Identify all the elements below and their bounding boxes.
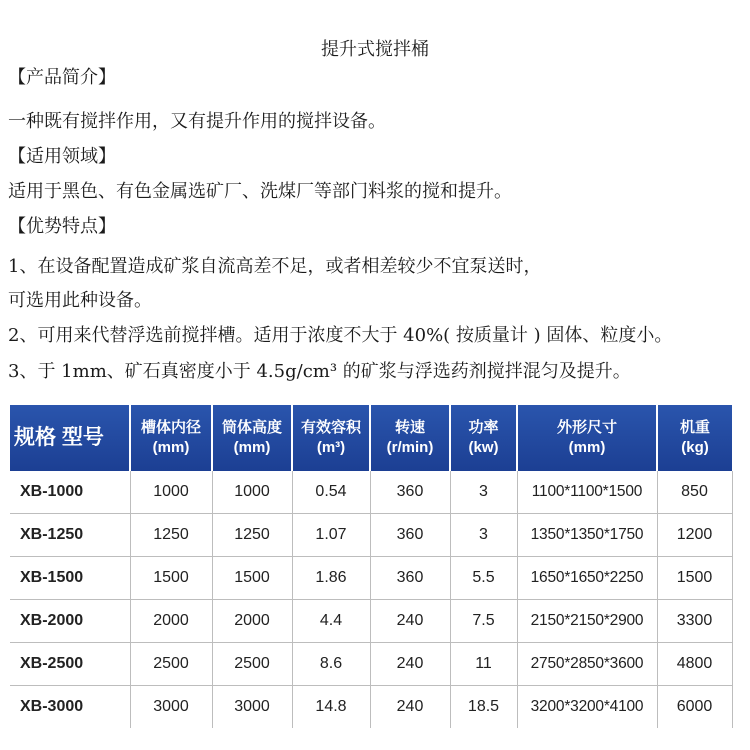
value-cell: 2500 xyxy=(130,643,212,686)
header-label: 槽体内径 xyxy=(140,419,201,436)
advantage-line-1b: 可选用此种设备。 xyxy=(8,290,152,311)
table-row xyxy=(10,600,732,643)
value-cell: 360 xyxy=(370,557,450,600)
header-col-2 xyxy=(212,405,292,471)
header-col-1 xyxy=(130,405,212,471)
advantage-line-3: 3、于 1mm、矿石真密度小于 4.5g/cm³ 的矿浆与浮选药剂搅拌混匀及提升。 xyxy=(8,361,631,382)
header-col-4 xyxy=(370,405,450,471)
value-cell: 1000 xyxy=(212,471,292,514)
value-cell: 1350*1350*1750 xyxy=(517,514,657,557)
advantage-line-1: 1、在设备配置造成矿浆自流高差不足，或者相差较少不宜泵送时， xyxy=(8,256,542,277)
header-col-7 xyxy=(657,405,732,471)
value-cell: 5.5 xyxy=(450,557,517,600)
intro-text: 一种既有搅拌作用，又有提升作用的搅拌设备。 xyxy=(8,111,386,132)
value-cell: 18.5 xyxy=(450,686,517,729)
header-label: 转速 xyxy=(394,419,425,436)
model-cell: XB-1500 xyxy=(10,557,130,600)
section-heading-application: 【适用领域】 xyxy=(8,146,116,167)
value-cell: 3300 xyxy=(657,600,732,643)
header-col-5 xyxy=(450,405,517,471)
model-cell: XB-1250 xyxy=(10,514,130,557)
section-heading-intro: 【产品简介】 xyxy=(8,67,116,88)
table-row xyxy=(10,686,732,729)
header-unit: (mm) xyxy=(152,439,190,456)
section-heading-advantages: 【优势特点】 xyxy=(8,216,116,237)
value-cell: 2000 xyxy=(212,600,292,643)
value-cell: 240 xyxy=(370,643,450,686)
application-text: 适用于黑色、有色金属选矿厂、洗煤厂等部门料浆的搅和提升。 xyxy=(8,181,512,202)
value-cell: 1500 xyxy=(657,557,732,600)
value-cell: 1200 xyxy=(657,514,732,557)
table-header-row xyxy=(10,405,732,471)
value-cell: 2150*2150*2900 xyxy=(517,600,657,643)
header-label: 规格 型号 xyxy=(14,426,104,449)
value-cell: 1000 xyxy=(130,471,212,514)
value-cell: 14.8 xyxy=(292,686,370,729)
model-cell: XB-2000 xyxy=(10,600,130,643)
page-title: 提升式搅拌桶 xyxy=(321,39,429,60)
value-cell: 2750*2850*3600 xyxy=(517,643,657,686)
table-row xyxy=(10,643,732,686)
value-cell: 1.86 xyxy=(292,557,370,600)
header-col-3 xyxy=(292,405,370,471)
table-row xyxy=(10,514,732,557)
model-cell: XB-2500 xyxy=(10,643,130,686)
value-cell: 240 xyxy=(370,600,450,643)
table-body xyxy=(10,471,732,728)
header-unit: (mm) xyxy=(568,439,606,456)
header-label: 外形尺寸 xyxy=(556,419,617,436)
spec-table-container xyxy=(10,405,713,731)
header-unit: (kw) xyxy=(468,439,499,456)
header-label: 机重 xyxy=(679,419,710,436)
value-cell: 3000 xyxy=(130,686,212,729)
value-cell: 360 xyxy=(370,471,450,514)
header-unit: (m³) xyxy=(316,439,346,456)
value-cell: 1250 xyxy=(130,514,212,557)
value-cell: 6000 xyxy=(657,686,732,729)
value-cell: 240 xyxy=(370,686,450,729)
value-cell: 3000 xyxy=(212,686,292,729)
value-cell: 1500 xyxy=(212,557,292,600)
header-unit: (r/min) xyxy=(386,439,434,456)
table-row xyxy=(10,471,732,514)
value-cell: 360 xyxy=(370,514,450,557)
header-model xyxy=(10,405,130,471)
value-cell: 11 xyxy=(450,643,517,686)
header-unit: (mm) xyxy=(233,439,271,456)
value-cell: 4800 xyxy=(657,643,732,686)
advantage-line-2: 2、可用来代替浮选前搅拌槽。适用于浓度不大于 40%( 按质量计 ) 固体、粒度小。 xyxy=(8,325,673,346)
value-cell: 1.07 xyxy=(292,514,370,557)
model-cell: XB-3000 xyxy=(10,686,130,729)
spec-table xyxy=(10,405,733,728)
value-cell: 2000 xyxy=(130,600,212,643)
header-label: 有效容积 xyxy=(300,419,361,436)
value-cell: 8.6 xyxy=(292,643,370,686)
value-cell: 1100*1100*1500 xyxy=(517,471,657,514)
value-cell: 850 xyxy=(657,471,732,514)
header-label: 功率 xyxy=(468,419,499,436)
header-col-6 xyxy=(517,405,657,471)
value-cell: 3 xyxy=(450,471,517,514)
value-cell: 3200*3200*4100 xyxy=(517,686,657,729)
value-cell: 4.4 xyxy=(292,600,370,643)
value-cell: 0.54 xyxy=(292,471,370,514)
value-cell: 1500 xyxy=(130,557,212,600)
value-cell: 1650*1650*2250 xyxy=(517,557,657,600)
header-unit: (kg) xyxy=(681,439,709,456)
value-cell: 2500 xyxy=(212,643,292,686)
table-row xyxy=(10,557,732,600)
model-cell: XB-1000 xyxy=(10,471,130,514)
value-cell: 1250 xyxy=(212,514,292,557)
value-cell: 3 xyxy=(450,514,517,557)
header-label: 筒体高度 xyxy=(221,419,282,436)
value-cell: 7.5 xyxy=(450,600,517,643)
